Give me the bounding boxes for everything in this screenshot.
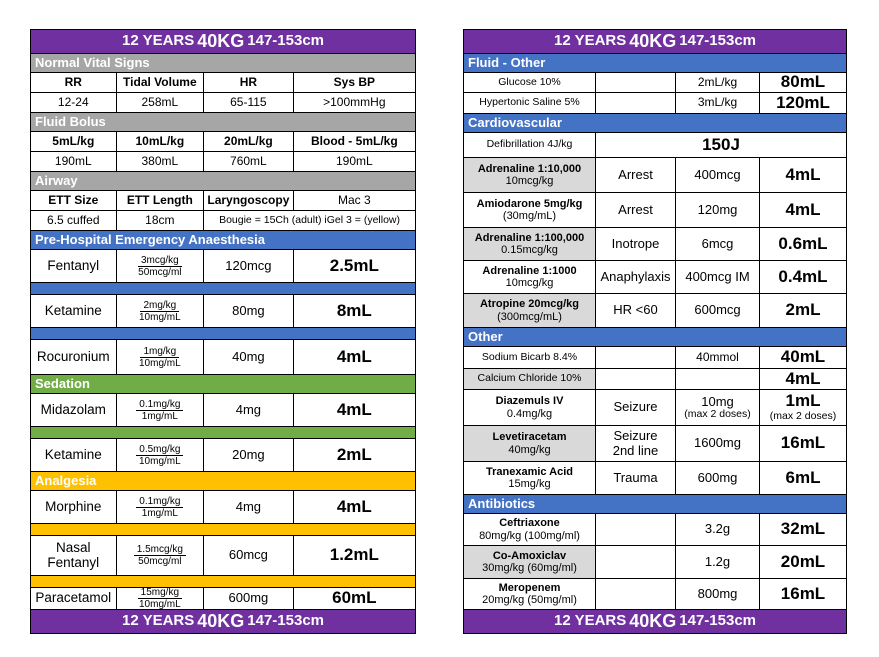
indication: Anaphylaxis	[596, 261, 676, 294]
drug-row	[31, 588, 415, 610]
fluid-row	[464, 73, 846, 93]
value-cell: 380mL	[117, 152, 205, 172]
concentration: 1mg/mL	[141, 507, 178, 519]
fluid-bolus-headers	[31, 132, 415, 152]
volume: 4mL	[760, 193, 846, 228]
concentration: 50mcg/ml	[138, 556, 182, 567]
item-name: Sodium Bicarb 8.4%	[464, 347, 596, 369]
volume: 0.6mL	[760, 228, 846, 261]
indication: Inotrope	[596, 228, 676, 261]
drug-name: Nasal Fentanyl	[31, 536, 117, 576]
header-cell: 5mL/kg	[31, 132, 117, 152]
section-cardiovascular: Cardiovascular	[464, 114, 846, 133]
value-cell: 18cm	[117, 211, 205, 231]
dose-per-kg: 0.1mg/kg	[136, 496, 183, 508]
dose-per-kg: 2mg/kg	[140, 300, 179, 312]
volume: 1mL	[785, 391, 821, 411]
section-fluid-bolus: Fluid Bolus	[31, 113, 415, 132]
volume: 8mL	[294, 295, 415, 328]
dose: 600mg	[204, 588, 294, 610]
drug-row	[464, 193, 846, 228]
dose: 120mg	[676, 193, 760, 228]
separator-bar	[31, 328, 415, 340]
drug-dose-per-kg: 20mg/kg (50mg/ml)	[482, 594, 577, 606]
item-name: Hypertonic Saline 5%	[464, 93, 596, 114]
value-cell: 12-24	[31, 93, 117, 113]
value-cell: 190mL	[31, 152, 117, 172]
antibiotic-row	[464, 514, 846, 546]
drug-name: Adrenaline 1:10,000	[477, 162, 582, 175]
header-cell: 10mL/kg	[117, 132, 205, 152]
defib-row	[464, 133, 846, 158]
dose: 4mg	[204, 491, 294, 524]
indication: HR <60	[596, 294, 676, 328]
antibiotic-row	[464, 579, 846, 610]
banner-height: 147-153cm	[679, 612, 757, 630]
header-cell: RR	[31, 73, 117, 93]
banner-age: 12 YEARS	[553, 32, 627, 50]
value-cell: 65-115	[204, 93, 294, 113]
left-card	[30, 29, 416, 634]
volume-note: (max 2 doses)	[769, 410, 837, 423]
concentration: 10mg/mL	[138, 599, 181, 610]
section-airway: Airway	[31, 172, 415, 191]
header-cell: Sys BP	[294, 73, 415, 93]
header-cell: Mac 3	[294, 191, 415, 211]
indication: Arrest	[596, 193, 676, 228]
vital-signs-headers	[31, 73, 415, 93]
drug-name: Rocuronium	[31, 340, 117, 375]
drug-name: Amiodarone 5mg/kg	[476, 197, 583, 210]
top-banner-left	[31, 30, 415, 54]
separator-bar	[31, 576, 415, 588]
dose	[676, 369, 760, 390]
banner-weight: 40KG	[197, 30, 245, 51]
item-name: Calcium Chloride 10%	[464, 369, 596, 390]
section-analgesia: Analgesia	[31, 472, 415, 491]
volume: 6mL	[760, 462, 846, 495]
drug-dose-per-kg: 10mcg/kg	[505, 277, 554, 289]
volume: 4mL	[760, 369, 846, 390]
volume: 80mL	[760, 73, 846, 93]
volume: 60mL	[294, 588, 415, 610]
defib-energy: 150J	[596, 133, 846, 158]
volume: 2mL	[294, 439, 415, 472]
header-cell: Laryngoscopy	[204, 191, 294, 211]
section-vital-signs: Normal Vital Signs	[31, 54, 415, 73]
drug-dose-per-kg: 0.4mg/kg	[506, 407, 553, 420]
header-cell: Blood - 5mL/kg	[294, 132, 415, 152]
dose: 40mmol	[676, 347, 760, 369]
drug-row	[31, 394, 415, 427]
dose: 800mg	[676, 579, 760, 610]
drug-dose-per-kg: (300mcg/mL)	[497, 310, 562, 323]
header-cell: ETT Length	[117, 191, 205, 211]
concentration: 10mg/mL	[138, 455, 181, 467]
dose: 2mL/kg	[676, 73, 760, 93]
drug-dose-per-kg: 10mcg/kg	[505, 175, 554, 187]
item-name: Defibrillation 4J/kg	[464, 133, 596, 158]
value-cell: 6.5 cuffed	[31, 211, 117, 231]
banner-weight: 40KG	[629, 30, 677, 51]
antibiotic-row	[464, 546, 846, 579]
dose-per-kg: 15mg/kg	[138, 588, 182, 599]
volume: 0.4mL	[760, 261, 846, 294]
fluid-bolus-values	[31, 152, 415, 172]
banner-age: 12 YEARS	[121, 32, 195, 50]
concentration: 50mcg/ml	[138, 266, 182, 278]
dose: 600mcg	[676, 294, 760, 328]
drug-row	[31, 536, 415, 576]
empty-cell	[596, 579, 676, 610]
drug-name: Morphine	[31, 491, 117, 524]
drug-dose-per-kg: 30mg/kg (60mg/ml)	[482, 562, 577, 574]
empty-cell	[596, 347, 676, 369]
drug-name: Atropine 20mcg/kg	[479, 298, 580, 311]
drug-row	[31, 439, 415, 472]
banner-weight: 40KG	[197, 610, 245, 631]
drug-name: Adrenaline 1:1000	[482, 264, 577, 277]
dose: 1600mg	[676, 426, 760, 462]
drug-row	[464, 158, 846, 193]
dose-per-kg: 0.1mg/kg	[136, 399, 183, 411]
banner-height: 147-153cm	[247, 612, 325, 630]
drug-row	[464, 261, 846, 294]
empty-cell	[596, 93, 676, 114]
other-row	[464, 347, 846, 369]
volume: 20mL	[760, 546, 846, 579]
empty-cell	[596, 73, 676, 93]
indication: Trauma	[596, 462, 676, 495]
dose: 20mg	[204, 439, 294, 472]
drug-name: Tranexamic Acid	[485, 465, 574, 478]
dose: 80mg	[204, 295, 294, 328]
indication-note: 2nd line	[612, 442, 659, 458]
empty-cell	[596, 514, 676, 546]
dose: 400mcg IM	[676, 261, 760, 294]
dose: 3.2g	[676, 514, 760, 546]
drug-name: Diazemuls IV	[495, 395, 564, 408]
section-other: Other	[464, 328, 846, 347]
empty-cell	[596, 369, 676, 390]
separator-bar	[31, 283, 415, 295]
drug-name: Meropenem	[498, 581, 561, 594]
fluid-row	[464, 93, 846, 114]
separator-bar	[31, 524, 415, 536]
header-cell: Tidal Volume	[117, 73, 205, 93]
volume: 2.5mL	[294, 250, 415, 283]
volume: 16mL	[760, 426, 846, 462]
drug-row	[31, 250, 415, 283]
concentration: 10mg/mL	[138, 311, 181, 323]
drug-name: Levetiracetam	[492, 431, 567, 444]
dose: 10mg	[701, 393, 734, 409]
drug-name: Co-Amoxiclav	[492, 549, 567, 562]
dose: 400mcg	[676, 158, 760, 193]
separator-bar	[31, 427, 415, 439]
drug-dose-per-kg: (30mg/mL)	[502, 210, 557, 222]
drug-name: Adrenaline 1:100,000	[474, 231, 585, 244]
drug-row	[464, 228, 846, 261]
value-cell: 258mL	[117, 93, 205, 113]
dose-per-kg: 1mg/kg	[140, 346, 179, 358]
value-cell: 760mL	[204, 152, 294, 172]
banner-height: 147-153cm	[679, 32, 757, 50]
header-cell: 20mL/kg	[204, 132, 294, 152]
drug-dose-per-kg: 40mg/kg	[508, 443, 551, 456]
top-banner-right	[464, 30, 846, 54]
banner-height: 147-153cm	[247, 32, 325, 50]
other-row	[464, 369, 846, 390]
airway-values	[31, 211, 415, 231]
volume: 4mL	[294, 491, 415, 524]
value-cell: 190mL	[294, 152, 415, 172]
volume: 4mL	[294, 340, 415, 375]
drug-row	[464, 426, 846, 462]
drug-dose-per-kg: 0.15mcg/kg	[501, 244, 558, 256]
vital-signs-values	[31, 93, 415, 113]
drug-name: Midazolam	[31, 394, 117, 427]
header-cell: HR	[204, 73, 294, 93]
dose-per-kg: 3mcg/kg	[138, 255, 182, 267]
volume: 4mL	[760, 158, 846, 193]
banner-age: 12 YEARS	[553, 612, 627, 630]
volume: 40mL	[760, 347, 846, 369]
value-cell: >100mmHg	[294, 93, 415, 113]
value-cell: Bougie = 15Ch (adult) iGel 3 = (yellow)	[204, 211, 415, 231]
volume: 4mL	[294, 394, 415, 427]
section-antibiotics: Antibiotics	[464, 495, 846, 514]
right-card	[463, 29, 847, 634]
drug-row	[464, 294, 846, 328]
section-sedation: Sedation	[31, 375, 415, 394]
dose-per-kg: 1.5mcg/kg	[134, 544, 186, 556]
airway-headers	[31, 191, 415, 211]
indication: Seizure	[613, 428, 658, 444]
drug-row	[31, 295, 415, 328]
drug-name: Ketamine	[31, 295, 117, 328]
bottom-banner-right	[464, 610, 846, 633]
dose: 60mcg	[204, 536, 294, 576]
dose: 1.2g	[676, 546, 760, 579]
banner-age: 12 YEARS	[121, 612, 195, 630]
drug-name: Ceftriaxone	[499, 517, 560, 530]
drug-row	[464, 390, 846, 426]
drug-name: Paracetamol	[31, 588, 117, 610]
dose: 40mg	[204, 340, 294, 375]
dose-per-kg: 0.5mg/kg	[136, 444, 183, 456]
section-fluid-other: Fluid - Other	[464, 54, 846, 73]
concentration: 10mg/mL	[138, 357, 181, 369]
section-prehospital: Pre-Hospital Emergency Anaesthesia	[31, 231, 415, 250]
dose-note: (max 2 doses)	[684, 407, 751, 420]
volume: 120mL	[760, 93, 846, 114]
drug-row	[31, 491, 415, 524]
volume: 2mL	[760, 294, 846, 328]
empty-cell	[596, 546, 676, 579]
volume: 32mL	[760, 514, 846, 546]
concentration: 1mg/mL	[141, 410, 178, 422]
dose: 600mg	[676, 462, 760, 495]
bottom-banner-left	[31, 610, 415, 633]
item-name: Glucose 10%	[464, 73, 596, 93]
drug-name: Ketamine	[31, 439, 117, 472]
indication: Seizure	[596, 390, 676, 426]
volume: 1.2mL	[294, 536, 415, 576]
drug-row	[464, 462, 846, 495]
dose: 120mcg	[204, 250, 294, 283]
indication: Arrest	[596, 158, 676, 193]
drug-row	[31, 340, 415, 375]
drug-dose-per-kg: 15mg/kg	[508, 478, 551, 490]
dose: 4mg	[204, 394, 294, 427]
drug-dose-per-kg: 80mg/kg (100mg/ml)	[479, 529, 580, 542]
dose: 6mcg	[676, 228, 760, 261]
dose: 3mL/kg	[676, 93, 760, 114]
drug-name: Fentanyl	[31, 250, 117, 283]
header-cell: ETT Size	[31, 191, 117, 211]
volume: 16mL	[760, 579, 846, 610]
banner-weight: 40KG	[629, 610, 677, 631]
